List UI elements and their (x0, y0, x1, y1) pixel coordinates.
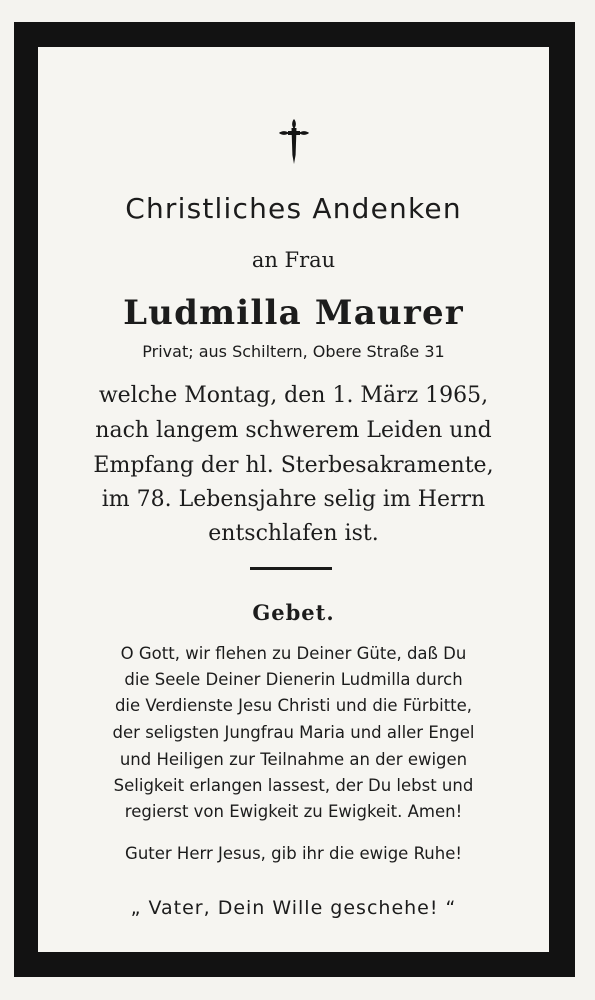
closing-prayer-line: Guter Herr Jesus, gib ihr die ewige Ruhe! (125, 844, 462, 863)
prayer-line: die Seele Deiner Dienerin Ludmilla durch (124, 670, 463, 689)
cross-icon (38, 117, 549, 167)
death-notice-line: welche Montag, den 1. März 1965, (98, 383, 489, 408)
deceased-name: Ludmilla Maurer (123, 293, 464, 333)
prayer-line: der seligsten Jungfrau Maria und aller Engel (112, 723, 475, 742)
dedication-line: an Frau (251, 248, 336, 272)
prayer-line: O Gott, wir flehen zu Deiner Güte, daß Du (120, 644, 467, 663)
prayer-title: Gebet. (252, 600, 335, 625)
card-heading: Christliches Andenken (125, 192, 462, 225)
death-notice-line: im 78. Lebensjahre selig im Herrn (101, 487, 486, 512)
prayer-line: die Verdienste Jesu Christi und die Fürbitte, (114, 696, 473, 715)
death-notice-line: nach langem schwerem Leiden und (95, 418, 492, 443)
memorial-card (14, 22, 575, 977)
divider (250, 567, 332, 570)
prayer-line: und Heiligen zur Teilnahme an der ewigen (119, 750, 468, 769)
motto-quote: „ Vater, Dein Wille geschehe! “ (130, 897, 457, 919)
prayer-line: regierst von Ewigkeit zu Ewigkeit. Amen! (124, 802, 463, 821)
card-paper (38, 47, 549, 952)
prayer-line: Seligkeit erlangen lassest, der Du lebst und (113, 776, 474, 795)
death-notice-line: entschlafen ist. (208, 521, 379, 546)
death-notice-line: Empfang der hl. Sterbesakramente, (93, 453, 494, 478)
address-line: Privat; aus Schiltern, Obere Straße 31 (142, 342, 445, 361)
